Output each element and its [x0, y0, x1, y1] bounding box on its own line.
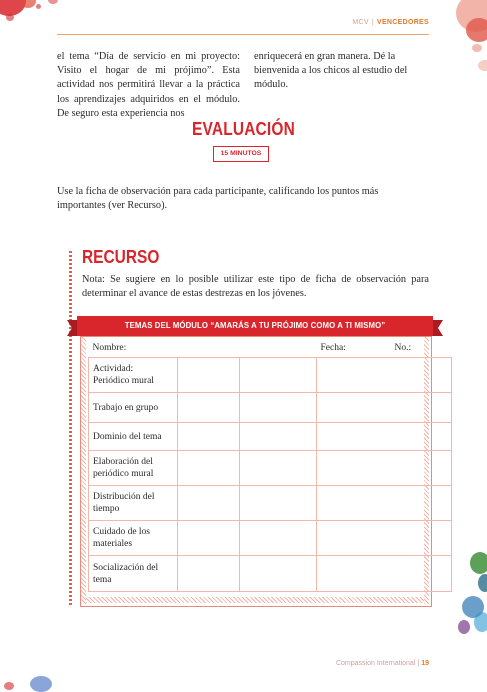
- criterion-cell: Actividad: Periódico mural: [89, 358, 178, 393]
- score-cell[interactable]: [240, 451, 317, 486]
- date-label: Fecha:: [320, 343, 346, 353]
- criterion-cell: Cuidado de los materiales: [89, 521, 178, 556]
- intro-column-right: enriquecerá en gran manera. Dé la bienvenida a los chicos al estudio del módulo.: [254, 51, 408, 91]
- criterion-cell: Elaboración del periódico mural: [89, 451, 178, 486]
- table-row: [89, 423, 452, 451]
- score-cell[interactable]: [317, 451, 452, 486]
- series-label: MCV: [352, 19, 369, 26]
- score-cell[interactable]: [240, 393, 317, 423]
- resource-heading: RECURSO: [82, 247, 160, 267]
- section-label: VENCEDORES: [376, 19, 429, 26]
- resource-note: Nota: Se sugiere en lo posible utilizar este tipo de ficha de observación para determinar el avance de estas destrezas en los jóvenes.: [82, 274, 429, 300]
- criterion-cell: Distribución del tiempo: [89, 486, 178, 521]
- table-row: [89, 451, 452, 486]
- score-cell[interactable]: [317, 521, 452, 556]
- criterion-cell: Socialización del tema: [89, 556, 178, 592]
- table-row: [89, 486, 452, 521]
- form-hatch-left: [81, 337, 86, 604]
- score-cell[interactable]: [240, 358, 317, 393]
- resource-side-rule: [69, 251, 72, 606]
- evaluation-text: Use la ficha de observación para cada participante, calificando los puntos más importantes (ver Recurso).: [57, 186, 379, 212]
- score-cell[interactable]: [317, 358, 452, 393]
- form-header-row: [89, 339, 452, 358]
- score-cell[interactable]: [317, 393, 452, 423]
- table-row: [89, 358, 452, 393]
- header-rule: [57, 34, 429, 35]
- score-cell[interactable]: [178, 358, 240, 393]
- score-cell[interactable]: [240, 556, 317, 592]
- score-cell[interactable]: [178, 393, 240, 423]
- page-number: 19: [421, 660, 429, 667]
- criterion-cell: Dominio del tema: [89, 423, 178, 451]
- page-footer: Compassion International | 19: [335, 660, 429, 667]
- name-label: Nombre:: [92, 343, 127, 353]
- score-cell[interactable]: [178, 521, 240, 556]
- table-row: [89, 521, 452, 556]
- score-cell[interactable]: [178, 556, 240, 592]
- evaluation-heading: EVALUACIÓN: [192, 119, 295, 139]
- publisher-label: Compassion International: [335, 660, 416, 667]
- form-hatch-bottom: [86, 597, 424, 603]
- duration-badge: 15 MINUTOS: [213, 146, 269, 162]
- score-cell[interactable]: [317, 423, 452, 451]
- score-cell[interactable]: [178, 423, 240, 451]
- running-header: MCV | VENCEDORES: [352, 19, 429, 26]
- observation-form-table: [88, 339, 452, 592]
- score-cell[interactable]: [240, 486, 317, 521]
- score-cell[interactable]: [240, 521, 317, 556]
- score-cell[interactable]: [317, 556, 452, 592]
- criterion-cell: Trabajo en grupo: [89, 393, 178, 423]
- score-cell[interactable]: [317, 486, 452, 521]
- number-label: No.:: [394, 343, 412, 353]
- table-row: [89, 393, 452, 423]
- score-cell[interactable]: [240, 423, 317, 451]
- score-cell[interactable]: [178, 451, 240, 486]
- form-banner: TEMAS DEL MÓDULO “AMARÁS A TU PRÓJIMO COMO A TI MISMO”: [77, 316, 433, 336]
- score-cell[interactable]: [178, 486, 240, 521]
- intro-column-left: el tema “Día de servicio en mi proyecto: Visito el hogar de mi prójimo”. Esta actividad nos permitirá llevar a la práctica los aprendizajes adquiridos en el módulo. De seguro esta experiencia nos: [57, 51, 240, 119]
- table-row: [89, 556, 452, 592]
